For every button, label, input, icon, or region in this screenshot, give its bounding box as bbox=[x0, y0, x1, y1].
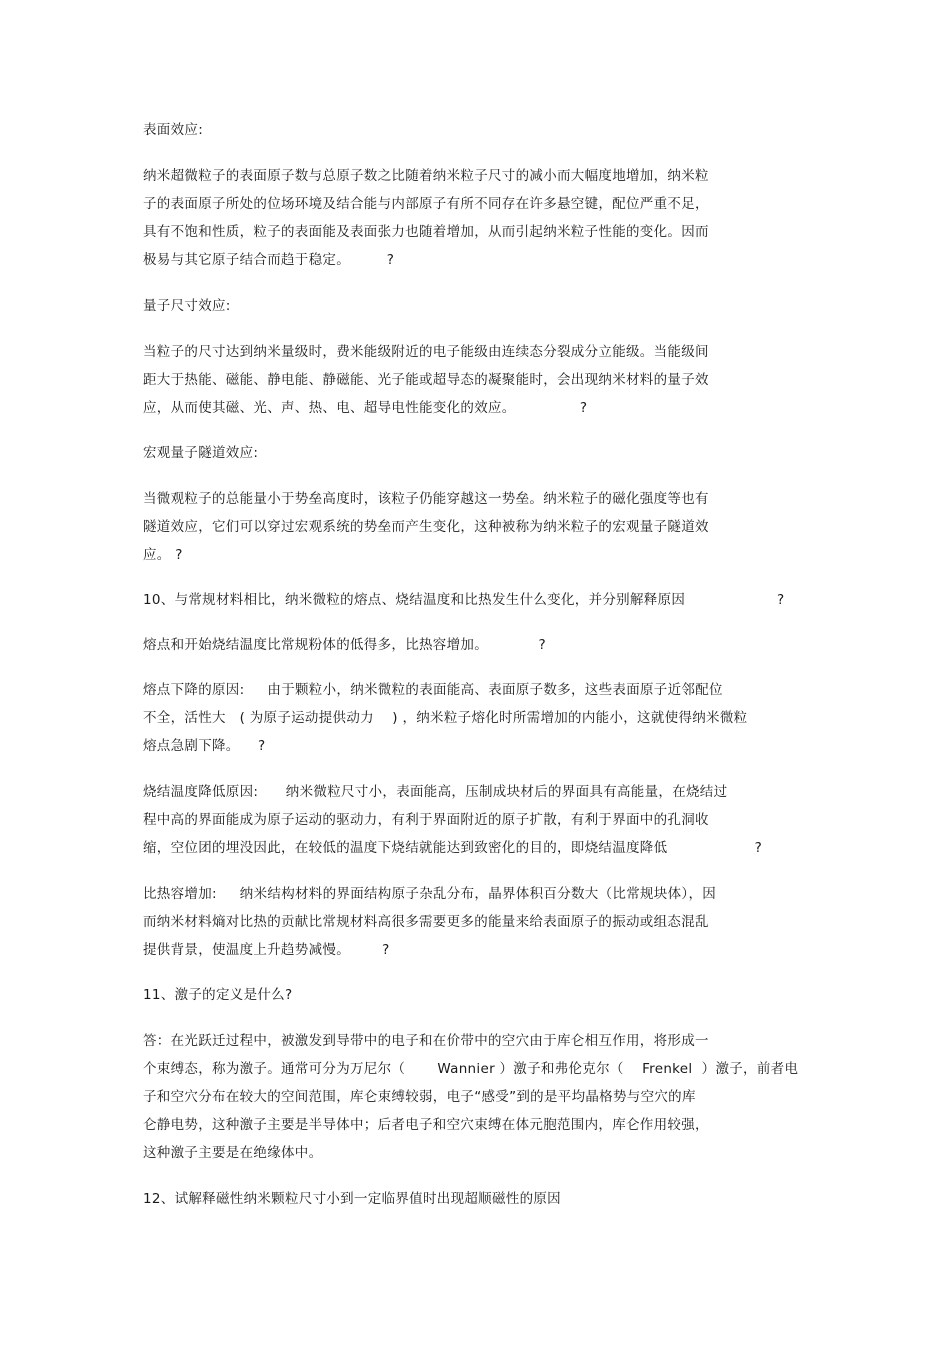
question-12: 12、试解释磁性纳米颗粒尺寸小到一定临界值时出现超顺磁性的原因 bbox=[143, 1191, 561, 1207]
text-line: 极易与其它原子结合而趋于稳定。 ? bbox=[143, 252, 395, 268]
text-line: 而纳米材料熵对比热的贡献比常规材料高很多需要更多的能量来给表面原子的振动或组态混乱 bbox=[143, 914, 709, 930]
text-line: 应，从而使其磁、光、声、热、电、超导电性能变化的效应。 ? bbox=[143, 400, 588, 416]
text-line: 子的表面原子所处的位场环境及结合能与内部原子有所不同存在许多悬空键，配位严重不足， bbox=[143, 196, 709, 212]
text-line: 距大于热能、磁能、静电能、静磁能、光子能或超导态的凝聚能时，会出现纳米材料的量子效 bbox=[143, 372, 709, 388]
text-line: 熔点急剧下降。 ? bbox=[143, 738, 266, 754]
text-line: 应。 ? bbox=[143, 547, 183, 563]
text-line: 程中高的界面能成为原子运动的驱动力，有利于界面附近的原子扩散，有利于界面中的孔洞收 bbox=[143, 812, 709, 828]
text-line: 仑静电势，这种激子主要是半导体中；后者电子和空穴束缚在体元胞范围内，库仑作用较强， bbox=[143, 1117, 709, 1133]
question-10: 10、与常规材料相比，纳米微粒的熔点、烧结温度和比热发生什么变化，并分别解释原因 ? bbox=[143, 592, 785, 608]
text-line: 当微观粒子的总能量小于势垒高度时，该粒子仍能穿越这一势垒。纳米粒子的磁化强度等也有 bbox=[143, 491, 709, 507]
text-line: 具有不饱和性质，粒子的表面能及表面张力也随着增加，从而引起纳米粒子性能的变化。因而 bbox=[143, 224, 709, 240]
text-line: 答：在光跃迁过程中，被激发到导带中的电子和在价带中的空穴由于库仑相互作用，将形成一 bbox=[143, 1033, 709, 1049]
text-line: 不全，活性大 ( 为原子运动提供动力 ) ，纳米粒子熔化时所需增加的内能小，这就使得纳米微粒 bbox=[143, 710, 748, 726]
text-line: 当粒子的尺寸达到纳米量级时，费米能级附近的电子能级由连续态分裂成分立能级。当能级间 bbox=[143, 344, 709, 360]
text-line: 隧道效应，它们可以穿过宏观系统的势垒而产生变化，这种被称为纳米粒子的宏观量子隧道效 bbox=[143, 519, 709, 535]
heading-quantum-size-effect: 量子尺寸效应: bbox=[143, 298, 231, 314]
text-line: 比热容增加: 纳米结构材料的界面结构原子杂乱分布，晶界体积百分数大（比常规块体），因 bbox=[143, 886, 717, 902]
text-line: 烧结温度降低原因: 纳米微粒尺寸小，表面能高，压制成块材后的界面具有高能量，在烧结过 bbox=[143, 784, 728, 800]
text-line: 纳米超微粒子的表面原子数与总原子数之比随着纳米粒子尺寸的减小而大幅度地增加，纳米粒 bbox=[143, 168, 709, 184]
text-line: 缩，空位团的埋没因此，在较低的温度下烧结就能达到致密化的目的，即烧结温度降低 ? bbox=[143, 840, 763, 856]
heading-tunneling-effect: 宏观量子隧道效应: bbox=[143, 445, 259, 461]
text-line: 子和空穴分布在较大的空间范围，库仑束缚较弱，电子“感受”到的是平均晶格势与空穴的库 bbox=[143, 1089, 696, 1105]
text-line: 提供背景，使温度上升趋势减慢。 ? bbox=[143, 942, 390, 958]
question-11: 11、激子的定义是什么? bbox=[143, 987, 293, 1003]
text-line: 个束缚态，称为激子。通常可分为万尼尔（ Wannier ）激子和弗伦克尔（ Frenkel ）激子，前者电 bbox=[143, 1061, 799, 1077]
text-line: 这种激子主要是在绝缘体中。 bbox=[143, 1145, 323, 1161]
text-line: 熔点下降的原因: 由于颗粒小，纳米微粒的表面能高、表面原子数多，这些表面原子近邻配位 bbox=[143, 682, 723, 698]
text-line: 熔点和开始烧结温度比常规粉体的低得多，比热容增加。 ? bbox=[143, 637, 546, 653]
heading-surface-effect: 表面效应: bbox=[143, 122, 204, 138]
